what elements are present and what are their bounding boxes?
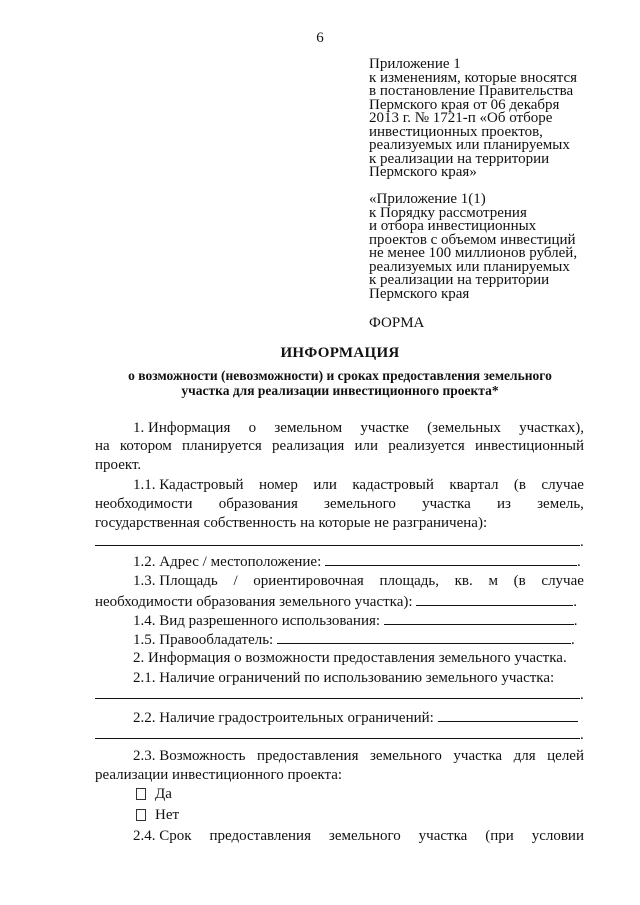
appendix-1-header [369, 58, 599, 180]
word: площадь, [379, 573, 439, 589]
appendix-1-1-line: проектов с объемом инвестиций [369, 231, 576, 248]
urban-planning-restrictions-field[interactable] [438, 708, 578, 722]
word: кадастровый [352, 477, 434, 493]
appendix-1-1-line: «Приложение 1(1) [369, 191, 486, 207]
word: 1.1. Кадастровый [133, 477, 244, 493]
appendix-1-line: к изменениям, которые вносятся [369, 69, 578, 86]
word: 1.3. Площадь [133, 573, 218, 589]
word: на [95, 438, 110, 454]
word: необходимости [95, 496, 193, 512]
cadastral-number-field[interactable] [95, 545, 580, 546]
word: инвестиционный [474, 438, 584, 454]
appendix-1-line: инвестиционных проектов, [369, 123, 543, 140]
item-1-3-label: необходимости образования земельного участка): [95, 594, 413, 610]
appendix-1-line: реализуемых или планируемых [369, 137, 570, 153]
word: целей [547, 748, 584, 764]
item-2-2 [133, 708, 578, 726]
option-yes-checkbox[interactable] [136, 788, 146, 800]
word: земельного [370, 748, 442, 764]
appendix-1-1-line: и отбора инвестиционных [369, 218, 537, 234]
item-2-2-label: 2.2. Наличие градостроительных ограничений: [133, 710, 434, 726]
item-1-2-label: 1.2. Адрес / местоположение: [133, 554, 322, 570]
section-1-heading-line-3: проект. [95, 457, 142, 473]
section-1-heading-line-1 [133, 420, 584, 436]
word: 2.4. Срок [133, 828, 192, 844]
word: (при [485, 828, 514, 844]
line-period: . [580, 687, 584, 703]
section-2-heading: 2. Информация о возможности предоставления земельного участка. [133, 650, 567, 666]
appendix-1-line: в постановление Правительства [369, 83, 574, 99]
word: для [513, 748, 536, 764]
word: земельного [324, 496, 396, 512]
word: земельном [274, 420, 343, 436]
line-period: . [580, 727, 584, 743]
item-1-5 [133, 630, 575, 648]
appendix-1-1-line: Пермского края [369, 285, 470, 302]
restrictions-field[interactable] [95, 698, 580, 699]
word: земель, [537, 496, 584, 512]
item-1-2 [133, 552, 581, 570]
right-holder-field[interactable] [277, 630, 571, 644]
appendix-1-1-line: не менее 100 миллионов рублей, [369, 245, 578, 261]
word: номер [259, 477, 298, 493]
word: или [313, 477, 337, 493]
word: участке [360, 420, 409, 436]
appendix-1-line: Пермского края» [369, 164, 477, 180]
item-1-3-line-1 [133, 573, 584, 589]
word: предоставления [209, 828, 311, 844]
word: (земельных [427, 420, 501, 436]
section-1-heading-line-2 [95, 438, 584, 454]
appendix-1-1-header [369, 193, 599, 301]
appendix-1-1-line: реализуемых или планируемых [369, 258, 570, 275]
word: или [354, 438, 378, 454]
item-1-1-line-2 [95, 496, 584, 512]
word: случае [541, 573, 584, 589]
item-1-1-line-1 [133, 477, 584, 493]
word: предоставления [256, 748, 359, 764]
word: 1. Информация [133, 420, 231, 436]
appendix-1-1-line: к Порядку рассмотрения [369, 204, 527, 221]
appendix-1-line: к реализации на территории [369, 150, 550, 167]
word: кв. [454, 573, 473, 589]
word: реализуется [388, 438, 465, 454]
word: котором [119, 438, 172, 454]
page-number: 6 [316, 30, 324, 46]
urban-planning-restrictions-continuation[interactable] [95, 738, 580, 739]
word: участках), [519, 420, 584, 436]
word: земельного [328, 828, 401, 844]
item-1-4-label: 1.4. Вид разрешенного использования: [133, 613, 381, 629]
word: из [496, 496, 511, 512]
document-title: ИНФОРМАЦИЯ [280, 345, 400, 361]
appendix-1-line: Приложение 1 [369, 56, 461, 72]
line-period: . [573, 613, 578, 629]
item-1-3-line-2 [95, 592, 577, 610]
document-subtitle-line-1: о возможности (невозможности) и сроках предоставления земельного [128, 368, 552, 383]
option-yes-label: Да [155, 786, 172, 802]
item-1-1-line-3: государственная собственность на которые не разграничена): [95, 515, 488, 531]
item-1-5-label: 1.5. Правообладатель: [133, 632, 274, 648]
word: участка [422, 496, 471, 512]
word: (в [513, 573, 526, 589]
address-field[interactable] [325, 552, 577, 566]
area-field[interactable] [416, 592, 573, 606]
item-1-4 [133, 611, 578, 629]
line-period: . [580, 534, 584, 550]
option-no-label: Нет [155, 807, 180, 823]
item-2-4-line-1 [133, 828, 584, 844]
appendix-1-line: 2013 г. № 1721-п «Об отборе [369, 110, 553, 126]
word: реализация [272, 438, 345, 454]
word: м [488, 573, 498, 589]
item-2-1: 2.1. Наличие ограничений по использованию земельного участка: [133, 670, 555, 686]
line-period: . [570, 632, 575, 648]
document-subtitle-line-2: участка для реализации инвестиционного проекта* [181, 383, 499, 398]
word: участка [418, 828, 468, 844]
word: случае [541, 477, 584, 493]
appendix-1-1-line: к реализации на территории [369, 272, 550, 288]
word: 2.3. Возможность [133, 748, 246, 764]
word: ориентировочная [253, 573, 364, 589]
line-period: . [573, 594, 578, 610]
word: образования [218, 496, 298, 512]
item-2-3-line-2: реализации инвестиционного проекта: [95, 767, 343, 783]
line-period: . [577, 554, 581, 570]
word: / [233, 573, 238, 589]
word: квартал [449, 477, 499, 493]
item-2-3-line-1 [133, 748, 584, 764]
word: условии [531, 828, 584, 844]
word: о [248, 420, 257, 436]
word: (в [513, 477, 526, 493]
word: планируется [182, 438, 262, 454]
option-no-checkbox[interactable] [136, 809, 146, 821]
form-label: ФОРМА [369, 315, 425, 331]
word: участка [453, 748, 503, 764]
appendix-1-line: Пермского края от 06 декабря [369, 96, 560, 113]
permitted-use-field[interactable] [384, 611, 574, 625]
